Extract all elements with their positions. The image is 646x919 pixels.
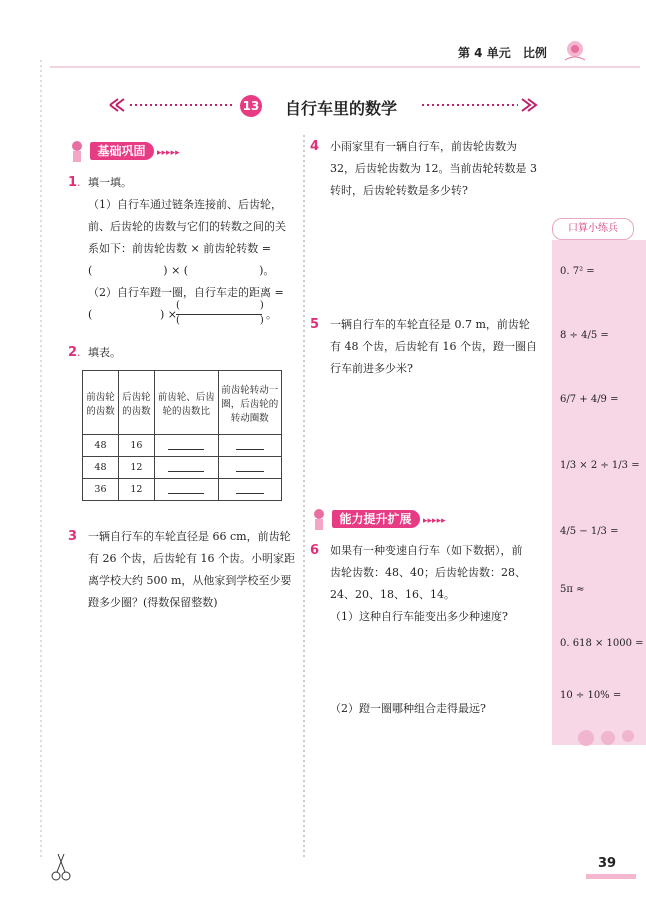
table-cell: 12 [118, 479, 154, 501]
question-5 [310, 314, 545, 380]
q6-subquestion-1: （1）这种自行车能变出多少种速度? [330, 610, 508, 623]
question-1: 1. 填一填。 （1）自行车通过链条连接前、后齿轮， 前、后齿轮的齿数与它们的转数之间的关 系如下：前齿轮齿数 × 前齿轮转数 = ( ) × ( )。 （2）自行车蹬一圈，自行车走的距离 = ( ) × ( ) ( ) 。 [68, 172, 303, 328]
paren: )。 [259, 264, 275, 277]
section-arrows: ▸▸▸▸▸ [157, 148, 180, 158]
table-header: 前齿轮、后齿轮的齿数比 [154, 371, 218, 435]
answer-blank[interactable] [154, 435, 218, 457]
page-number-bar [586, 874, 636, 879]
question-2: 2. 填表。 [68, 345, 122, 360]
q3-number: 3 [68, 529, 78, 544]
left-dotted-rule [108, 98, 238, 112]
q6-text-line: 24、20、18、16、14。 [330, 588, 455, 601]
section-basic-label: 基础巩固 [90, 142, 154, 160]
q3-text-line: 有 26 个齿，后齿轮有 16 个齿。小明家距 [88, 552, 295, 565]
answer-blank[interactable] [218, 479, 281, 501]
mental-math-sidebar [552, 240, 646, 745]
section-basic [68, 140, 180, 164]
answer-blank[interactable] [218, 435, 281, 457]
answer-blank[interactable] [154, 479, 218, 501]
q1-number: 1 [68, 175, 78, 190]
q4-text-line: 转时，后齿轮转数是多少转? [330, 184, 468, 197]
q6-number: 6 [310, 543, 320, 558]
table-cell: 48 [83, 435, 119, 457]
sidebar-item-5: 4/5 − 1/3 = [560, 526, 619, 537]
fraction-bottom: ( ) [176, 315, 264, 326]
table-header: 前齿轮的齿数 [83, 371, 119, 435]
answer-blank[interactable] [154, 457, 218, 479]
q1-text-line: 前、后齿轮的齿数与它们的转数之间的关 [88, 220, 286, 233]
table-cell: 36 [83, 479, 119, 501]
times-sign: ) × [160, 308, 178, 321]
q3-text-line: 离学校大约 500 m，从他家到学校至少要 [88, 574, 292, 587]
lesson-number: 13 [242, 99, 260, 113]
sidebar-title-tab [552, 218, 634, 240]
fraction-top: ( ) [176, 300, 264, 311]
lesson-number-badge [240, 95, 262, 117]
q1-lead: 填一填。 [88, 176, 133, 189]
right-dotted-rule [420, 98, 540, 112]
question-3 [68, 526, 303, 614]
table-header: 前齿轮转动一圈，后齿轮的转动圈数 [218, 371, 281, 435]
q5-text-line: 有 48 个齿，后齿轮有 16 个齿，蹬一圈自 [330, 340, 537, 353]
paren: ( [88, 308, 93, 321]
q4-text-line: 小雨家里有一辆自行车，前齿轮齿数为 [330, 140, 517, 153]
girl-mascot-icon [310, 508, 328, 532]
q1-text-line: 系如下：前齿轮齿数 × 前齿轮转数 = [88, 242, 271, 255]
q4-number: 4 [310, 139, 320, 154]
q1-blank-line [88, 260, 303, 282]
q3-text-line: 一辆自行车的车轮直径是 66 cm，前齿轮 [88, 530, 291, 543]
lesson-title: 自行车里的数学 [285, 99, 398, 118]
q5-number: 5 [310, 317, 320, 332]
header-rose-icon [560, 36, 590, 64]
q5-text-line: 行车前进多少米? [330, 362, 413, 375]
q1-text-line: （1）自行车通过链条连接前、后齿轮， [88, 198, 282, 211]
unit-label: 第 4 单元 [458, 46, 511, 60]
scissors-icon [48, 852, 74, 882]
q6-text-line: 如果有一种变速自行车（如下数据），前 [330, 544, 523, 557]
q5-text-line: 一辆自行车的车轮直径是 0.7 m，前齿轮 [330, 318, 530, 331]
margin-cut-line [40, 60, 42, 860]
q1-text-line: （2）自行车蹬一圈，自行车走的距离 = [88, 286, 284, 299]
table-cell: 12 [118, 457, 154, 479]
sidebar-title: 口算小练兵 [568, 223, 618, 234]
page-header [458, 44, 547, 61]
q2-lead: 填表。 [88, 346, 122, 359]
table-row [83, 457, 282, 479]
q6-subquestion-2: （2）蹬一圈哪种组合走得最远? [330, 702, 486, 715]
section-arrows: ▸▸▸▸▸ [423, 516, 446, 526]
q4-text-line: 32，后齿轮齿数为 12。当前齿轮转数是 3 [330, 162, 537, 175]
section-advanced [310, 508, 446, 532]
column-divider [303, 135, 305, 860]
table-row [83, 479, 282, 501]
q2-number: 2 [68, 345, 78, 360]
sidebar-item-6: 5π ≈ [560, 584, 585, 595]
girl-mascot-icon [68, 140, 86, 164]
q1-fraction-line [88, 300, 303, 328]
sidebar-item-8: 10 ÷ 10% = [560, 690, 622, 701]
table-header: 后齿轮的齿数 [118, 371, 154, 435]
sidebar-item-1: 0. 7² = [560, 266, 595, 277]
sidebar-item-3: 6/7 + 4/9 = [560, 394, 619, 405]
header-rule [50, 64, 640, 70]
table-cell: 16 [118, 435, 154, 457]
topic-label: 比例 [522, 46, 547, 60]
table-row [83, 435, 282, 457]
sidebar-item-2: 8 ÷ 4/5 = [560, 330, 609, 341]
paren: ) × ( [163, 264, 189, 277]
q6-text-line: 齿轮齿数：48、40；后齿轮齿数：28、 [330, 566, 526, 579]
table-cell: 48 [83, 457, 119, 479]
q3-text-line: 蹬多少圈？(得数保留整数) [88, 596, 218, 609]
question-4 [310, 136, 545, 202]
page-number: 39 [598, 856, 617, 871]
flower-decoration-icon [556, 724, 642, 754]
paren: ( [88, 264, 93, 277]
answer-blank[interactable] [218, 457, 281, 479]
period: 。 [266, 308, 277, 321]
sidebar-item-7: 0. 618 × 1000 = [560, 638, 644, 649]
section-advanced-label: 能力提升扩展 [332, 510, 420, 528]
question-6 [310, 540, 545, 628]
gear-table [82, 370, 282, 501]
sidebar-item-4: 1/3 × 2 ÷ 1/3 = [560, 460, 640, 471]
